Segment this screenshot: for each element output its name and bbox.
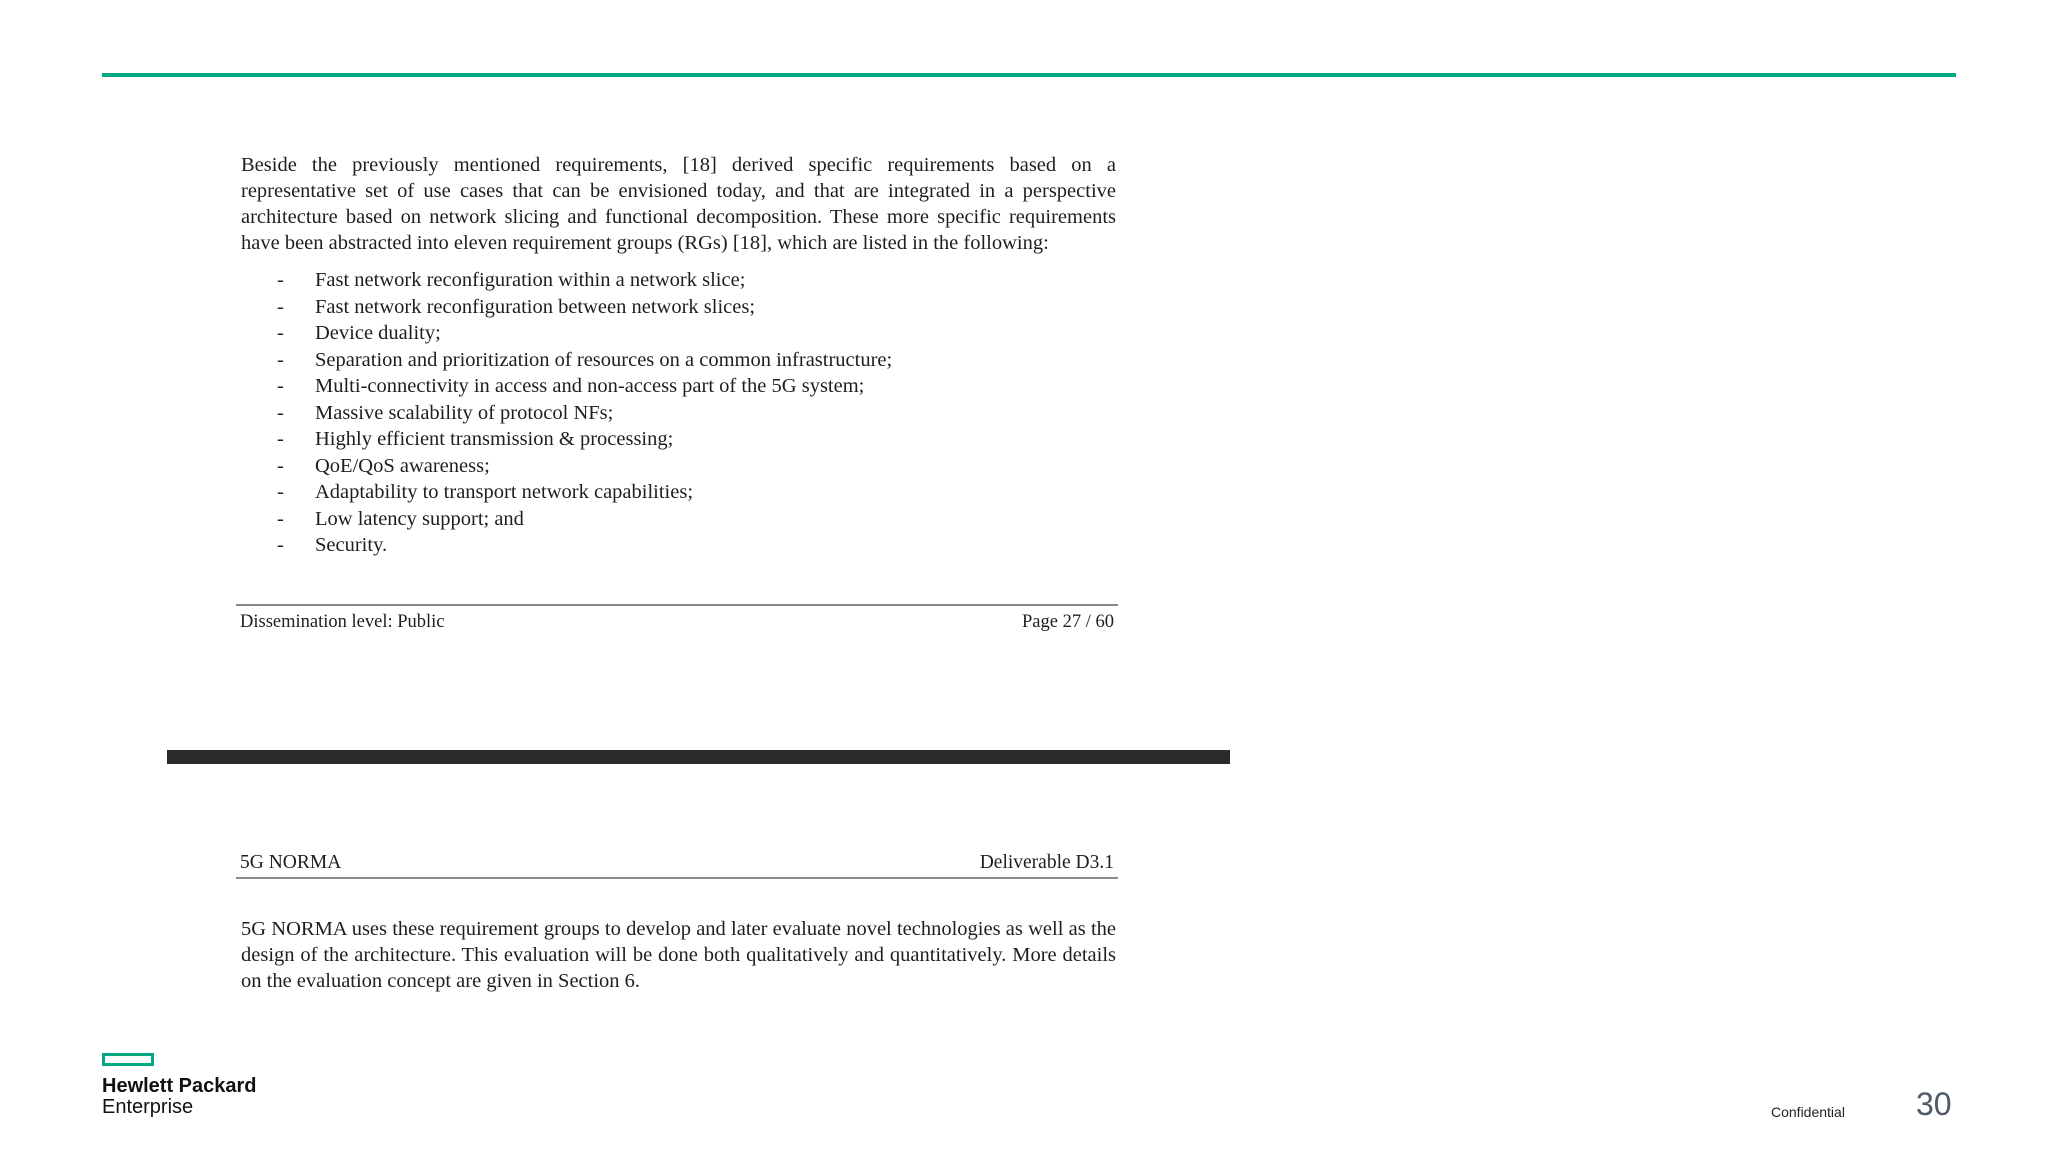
list-item [241, 373, 1116, 400]
bullet-dash: - [277, 534, 284, 556]
list-item [241, 320, 1116, 347]
list-item-text: Massive scalability of protocol NFs; [315, 401, 614, 424]
document-excerpt-page-27 [241, 152, 1116, 559]
page-split-divider [167, 750, 1230, 764]
list-item-text: Low latency support; and [315, 507, 524, 530]
intro-paragraph: Beside the previously mentioned requirements, [18] derived specific requirements based on a representative set of use cases that can be envisioned today, and that are integrated in a perspective architecture based on network slicing and functional decomposition. These more specific requirements have been abstracted into eleven requirement groups (RGs) [18], which are listed in the following: [241, 154, 1116, 254]
bullet-dash: - [277, 454, 284, 477]
hpe-logo [102, 1053, 257, 1118]
list-item-text: Separation and prioritization of resources on a common infrastructure; [315, 348, 893, 371]
list-item [241, 479, 1116, 506]
logo-text-line1: Hewlett Packard [102, 1075, 257, 1097]
bullet-dash: - [277, 375, 284, 397]
document-page-footer [236, 604, 1118, 633]
list-item [241, 426, 1116, 453]
list-item [241, 347, 1116, 374]
list-item-text: Security. [315, 534, 388, 556]
list-item-text: Fast network reconfiguration between network slices; [315, 295, 756, 318]
bullet-dash: - [277, 322, 284, 344]
dissemination-level: Dissemination level: Public [240, 612, 445, 632]
body-paragraph: 5G NORMA uses these requirement groups to develop and later evaluate novel technologies as well as the design of the architecture. This evaluation will be done both qualitatively and quantitatively. More details on the evaluation concept are given in Section 6. [241, 918, 1116, 992]
list-item-text: Fast network reconfiguration within a network slice; [315, 269, 746, 291]
bullet-dash: - [277, 428, 284, 450]
list-item [241, 294, 1116, 321]
document-page-header [236, 852, 1118, 879]
list-item-text: QoE/QoS awareness; [315, 454, 490, 477]
logo-text-line2: Enterprise [102, 1096, 194, 1118]
list-item-text: Highly efficient transmission & processing; [315, 428, 674, 450]
list-item-text: Adaptability to transport network capabilities; [315, 481, 694, 503]
document-page-number: Page 27 / 60 [1022, 612, 1114, 632]
list-item-text: Device duality; [315, 322, 441, 344]
list-item [241, 400, 1116, 427]
bullet-dash: - [277, 401, 284, 424]
list-item [241, 453, 1116, 480]
bullet-dash: - [277, 295, 284, 318]
confidential-label: Confidential [1771, 1104, 1845, 1120]
slide-page-number: 30 [1916, 1086, 1952, 1122]
bullet-dash: - [277, 348, 284, 371]
project-name: 5G NORMA [240, 852, 342, 873]
requirement-groups-list [241, 267, 1116, 559]
document-excerpt-page-28 [241, 916, 1116, 994]
list-item-text: Multi-connectivity in access and non-access part of the 5G system; [315, 375, 865, 397]
list-item [241, 532, 1116, 559]
top-accent-rule [102, 73, 1956, 77]
bullet-dash: - [277, 269, 284, 291]
deliverable-id: Deliverable D3.1 [979, 852, 1114, 873]
bullet-dash: - [277, 507, 284, 530]
hpe-element-icon [102, 1053, 154, 1066]
bullet-dash: - [277, 481, 284, 503]
list-item [241, 267, 1116, 294]
list-item [241, 506, 1116, 533]
